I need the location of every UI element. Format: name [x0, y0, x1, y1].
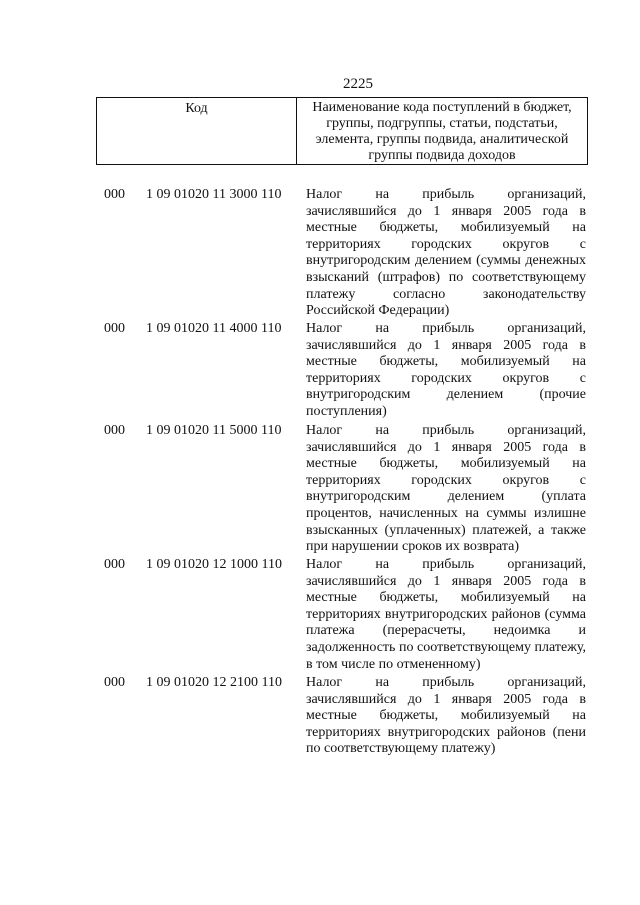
revenue-code: 1 09 01020 11 3000 110 [146, 187, 282, 202]
group-code: 000 [104, 675, 125, 690]
group-code: 000 [104, 187, 125, 202]
revenue-code: 1 09 01020 11 5000 110 [146, 423, 282, 438]
revenue-description: Налог на прибыль организаций, зачислявшийся до 1 января 2005 года в местные бюджеты, мобилизуемый на территориях внутригородских районов (пени по соответствующему платежу) [306, 675, 586, 757]
revenue-description: Налог на прибыль организаций, зачислявшийся до 1 января 2005 года в местные бюджеты, мобилизуемый на территориях городских округов с внутригородским делением (суммы денежных взысканий (штрафов) по соответствующему платежу согласно законодательству Российской Федерации) [306, 187, 586, 319]
page-number: 2225 [343, 76, 373, 92]
revenue-code: 1 09 01020 11 4000 110 [146, 321, 282, 336]
header-code-cell: Код [97, 98, 297, 165]
header-name-cell: Наименование кода поступлений в бюджет, группы, подгруппы, статьи, подстатьи, элемента, группы подвида, аналитической группы подвида доходов [297, 98, 588, 165]
group-code: 000 [104, 423, 125, 438]
revenue-code: 1 09 01020 12 1000 110 [146, 557, 282, 572]
revenue-description: Налог на прибыль организаций, зачислявшийся до 1 января 2005 года в местные бюджеты, мобилизуемый на территориях городских округов с внутригородским делением (уплата процентов, начисленных на суммы излишне взысканных (уплаченных) платежей, а также при нарушении сроков их возврата) [306, 423, 586, 555]
revenue-description: Налог на прибыль организаций, зачислявшийся до 1 января 2005 года в местные бюджеты, мобилизуемый на территориях городских округов с внутригородским делением (прочие поступления) [306, 321, 586, 419]
revenue-code: 1 09 01020 12 2100 110 [146, 675, 282, 690]
group-code: 000 [104, 321, 125, 336]
revenue-description: Налог на прибыль организаций, зачислявшийся до 1 января 2005 года в местные бюджеты, мобилизуемый на территориях внутригородских районов (сумма платежа (перерасчеты, недоимка и задолженность по соответствующему платежу, в том числе по отмененному) [306, 557, 586, 672]
group-code: 000 [104, 557, 125, 572]
table-header [96, 97, 588, 165]
